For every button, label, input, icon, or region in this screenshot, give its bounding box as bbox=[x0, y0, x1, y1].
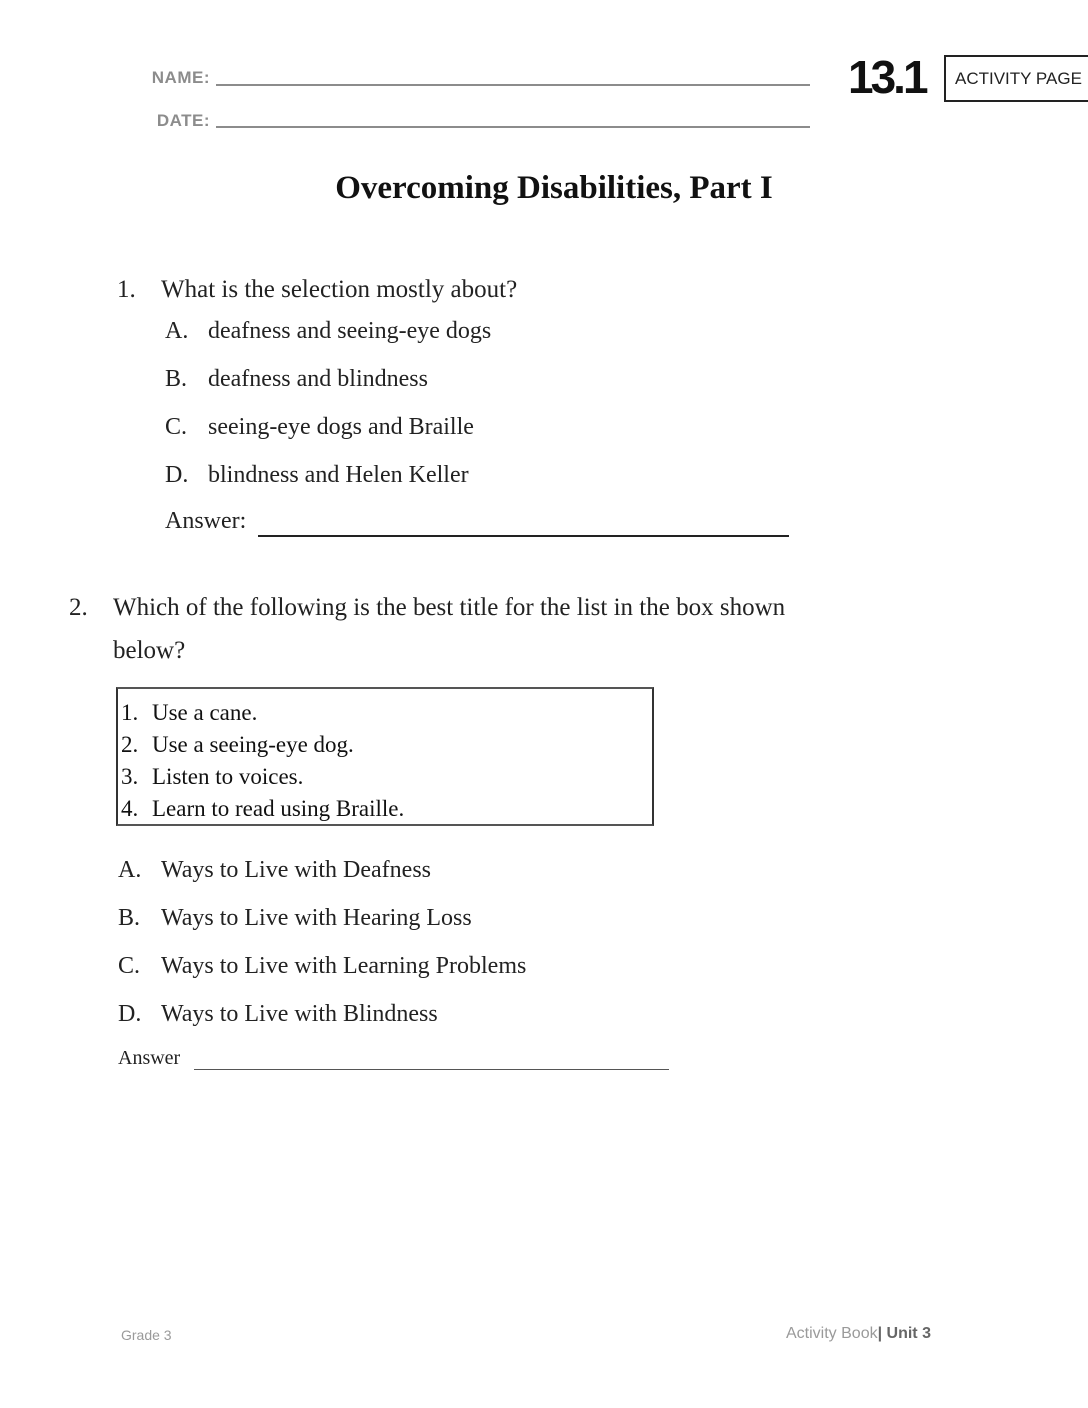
option-text: deafness and seeing-eye dogs bbox=[208, 318, 492, 344]
date-label: DATE: bbox=[156, 111, 210, 130]
q2-answer-line[interactable] bbox=[194, 1069, 669, 1070]
footer-unit: Unit 3 bbox=[886, 1325, 931, 1342]
page-title: Overcoming Disabilities, Part I bbox=[335, 170, 773, 206]
option-text: Ways to Live with Hearing Loss bbox=[161, 905, 472, 931]
question-2-number: 2. bbox=[69, 594, 88, 621]
page-number: 13.1 bbox=[848, 51, 926, 103]
option-text: Ways to Live with Blindness bbox=[161, 1001, 438, 1027]
question-1-number: 1. bbox=[117, 276, 136, 303]
question-1-text: What is the selection mostly about? bbox=[161, 276, 518, 303]
q2-option-a[interactable] bbox=[118, 857, 431, 884]
item-number: 2. bbox=[121, 732, 139, 757]
q1-answer-label: Answer: bbox=[165, 508, 247, 534]
footer-separator: | bbox=[877, 1325, 883, 1342]
question-2-text-line2: below? bbox=[113, 637, 186, 664]
option-text: seeing-eye dogs and Braille bbox=[208, 414, 474, 440]
option-letter: D. bbox=[165, 462, 189, 488]
option-text: Ways to Live with Learning Problems bbox=[161, 953, 527, 979]
option-letter: A. bbox=[118, 857, 142, 883]
option-text: deafness and blindness bbox=[208, 366, 428, 392]
q1-option-a[interactable] bbox=[165, 318, 491, 345]
option-text: Ways to Live with Deafness bbox=[161, 857, 431, 883]
item-text: Use a cane. bbox=[152, 700, 258, 725]
date-field-line[interactable] bbox=[216, 126, 810, 128]
box-list bbox=[121, 697, 404, 825]
option-text: blindness and Helen Keller bbox=[208, 462, 469, 488]
q1-answer-line[interactable] bbox=[258, 535, 789, 537]
option-letter: C. bbox=[118, 953, 141, 979]
item-text: Learn to read using Braille. bbox=[152, 796, 405, 821]
item-number: 4. bbox=[121, 796, 139, 821]
footer-grade: Grade 3 bbox=[121, 1327, 172, 1343]
item-text: Listen to voices. bbox=[152, 764, 304, 789]
name-label: NAME: bbox=[151, 68, 210, 87]
box-list-item bbox=[121, 729, 404, 761]
footer-book: Activity Book bbox=[786, 1325, 878, 1342]
option-letter: C. bbox=[165, 414, 188, 440]
box-list-item bbox=[121, 761, 404, 793]
activity-page-badge bbox=[944, 55, 1088, 102]
q2-option-d[interactable] bbox=[118, 1001, 438, 1028]
q1-option-b[interactable] bbox=[165, 366, 428, 393]
q1-option-d[interactable] bbox=[165, 462, 469, 489]
q2-option-b[interactable] bbox=[118, 905, 472, 932]
option-letter: A. bbox=[165, 318, 189, 344]
q1-option-c[interactable] bbox=[165, 414, 474, 441]
q2-answer-label: Answer bbox=[118, 1047, 181, 1069]
item-text: Use a seeing-eye dog. bbox=[152, 732, 354, 757]
option-letter: B. bbox=[165, 366, 188, 392]
option-letter: D. bbox=[118, 1001, 142, 1027]
item-number: 1. bbox=[121, 700, 139, 725]
activity-page-label: ACTIVITY PAGE bbox=[955, 68, 1082, 88]
item-number: 3. bbox=[121, 764, 139, 789]
box-list-item bbox=[121, 793, 404, 825]
footer-book-unit bbox=[786, 1325, 931, 1343]
name-field-line[interactable] bbox=[216, 84, 810, 86]
q2-option-c[interactable] bbox=[118, 953, 526, 980]
option-letter: B. bbox=[118, 905, 141, 931]
box-list-item bbox=[121, 697, 404, 729]
question-2-text-line1: Which of the following is the best title for the list in the box shown bbox=[113, 594, 786, 621]
